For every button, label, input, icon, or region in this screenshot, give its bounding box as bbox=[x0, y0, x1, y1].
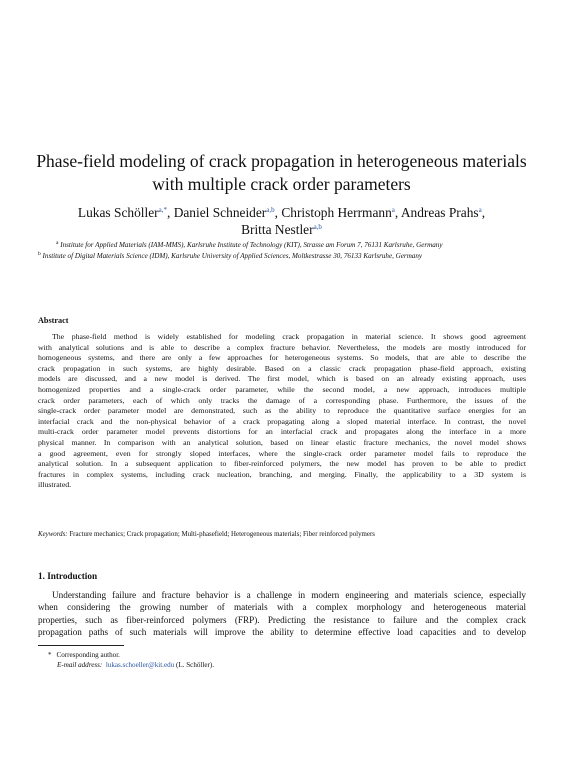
abstract-text bbox=[38, 332, 526, 491]
footnote-corresponding bbox=[48, 650, 214, 660]
affiliation bbox=[38, 251, 538, 262]
abstract-line: analytical solution. In a subsequent application to fiber-reinforced polymers, the new model has proven to be able to predict bbox=[38, 459, 526, 469]
title-line: Phase-field modeling of crack propagation in heterogeneous materials bbox=[36, 151, 527, 171]
affiliation-text: Institute of Digital Materials Science (IDM), Karlsruhe University of Applied Sciences, Moltkestrasse 30, 76133 Karlsruhe, Germany bbox=[42, 251, 423, 260]
keywords-label: Keywords: bbox=[38, 531, 68, 538]
affiliation-mark: a bbox=[56, 240, 59, 246]
footnote-email bbox=[48, 660, 214, 670]
affiliation-mark: b bbox=[38, 250, 41, 257]
author-marks[interactable]: a,b bbox=[266, 206, 275, 214]
author-marks[interactable]: a,* bbox=[158, 206, 167, 214]
author-line bbox=[20, 221, 543, 238]
author-list bbox=[20, 204, 543, 238]
abstract-line: fractures in complex systems, including crack nucleation, branching, and merging. Finally, the applicability to a 3D system is bbox=[38, 469, 526, 479]
intro-line: properties, such as fiber-reinforced polymers (FRP). Predicting the resistance to failure and the complex crack bbox=[38, 614, 526, 625]
abstract-line: crack propagation in such systems, are highly desirable. Based on a classic crack propagation phase-field approach, existing bbox=[38, 363, 526, 373]
footnote-divider bbox=[38, 645, 124, 646]
footnote bbox=[48, 650, 214, 670]
footnote-text: Corresponding author. bbox=[56, 651, 120, 659]
author-name: Christoph Herrmann bbox=[281, 205, 392, 220]
abstract-line: a good agreement, even for strongly sloped interfaces, where the single-crack order parameter model fails to reproduce the bbox=[38, 448, 526, 458]
abstract-line: homogenized properties and a single-crack order parameter, while the second model, a new approach, introduces multiple bbox=[38, 384, 526, 394]
intro-line: Understanding failure and fracture behavior is a challenge in modern engineering and materials science, especially bbox=[52, 590, 526, 600]
email-link[interactable]: lukas.schoeller@kit.edu bbox=[105, 661, 175, 669]
intro-line: propagation paths of such materials will improve the ability to determine effective load capacities and to develop bbox=[38, 626, 526, 637]
abstract-line: interfacial crack and the non-physical behavior of a crack propagating along a sloped material interface. In contrast, the novel bbox=[38, 416, 526, 426]
abstract-line: with analytical solutions and is able to describe a complex fracture behavior. Nevertheless, the models are mostly introduced for bbox=[38, 342, 526, 352]
author-name: Daniel Schneider bbox=[173, 205, 267, 220]
abstract-line: homogeneous systems, and there are only a few approaches for heterogeneous systems. So models, that are able to describe the bbox=[38, 353, 526, 363]
footnote-star: * bbox=[48, 651, 52, 659]
abstract-line: The phase-field method is widely established for modeling crack propagation in material science. It shows good agreement bbox=[52, 332, 526, 341]
email-suffix: (L. Schöller). bbox=[175, 661, 215, 669]
author-marks[interactable]: a bbox=[478, 206, 482, 214]
abstract-heading: Abstract bbox=[38, 316, 69, 325]
affiliation bbox=[38, 240, 538, 251]
author-marks[interactable]: a bbox=[391, 206, 395, 214]
abstract-line: multi-crack order parameter model prevents distortions for an interfacial crack and propagates along the interface in a more bbox=[38, 427, 526, 437]
abstract-line: illustrated. bbox=[38, 480, 72, 490]
author-name: Andreas Prahs bbox=[400, 205, 479, 220]
keywords bbox=[38, 531, 375, 538]
affiliations bbox=[38, 240, 538, 261]
abstract-line: single-crack order parameter model are demonstrated, such as the ability to reproduce the quantitative surface energies for an bbox=[38, 406, 526, 416]
title-line: with multiple crack order parameters bbox=[152, 174, 411, 194]
section-heading: 1. Introduction bbox=[38, 571, 98, 581]
intro-line: when considering the growing number of materials with a complex morphology and heterogeneous material bbox=[38, 602, 526, 613]
author-name: Lukas Schöller bbox=[77, 205, 159, 220]
abstract-line: models are discussed, and a new model is derived. The first model, which is based on an already existing approach, uses bbox=[38, 374, 526, 384]
abstract-line: crack order parameters, each of which only tracks the damage of a corresponding phase. Furthermore, the issues of the bbox=[38, 395, 526, 405]
affiliation-text: Institute for Applied Materials (IAM-MMS), Karlsruhe Institute of Technology (KIT), Strasse am Forum 7, 76131 Karlsruhe, Germany bbox=[60, 241, 443, 249]
email-label: E-mail address: bbox=[57, 661, 103, 669]
author-line: Lukas Schöller$^{a,*}$, Daniel Schneider$^{a,b}$, Christoph Herrmann$^a$, Andreas Prahs$^a$, bbox=[77, 205, 486, 220]
abstract-line: physical manner. In comparison with an analytical solution, based on linear elastic fracture mechanics, the novel model shows bbox=[38, 437, 526, 447]
author-marks[interactable]: a,b bbox=[313, 223, 322, 231]
keywords-text: Fracture mechanics; Crack propagation; Multi-phasefield; Heterogeneous materials; Fiber reinforced polymers bbox=[69, 531, 375, 538]
paper-title bbox=[20, 150, 543, 196]
author-name: Britta Nestler bbox=[241, 222, 314, 237]
introduction-text bbox=[38, 589, 526, 638]
